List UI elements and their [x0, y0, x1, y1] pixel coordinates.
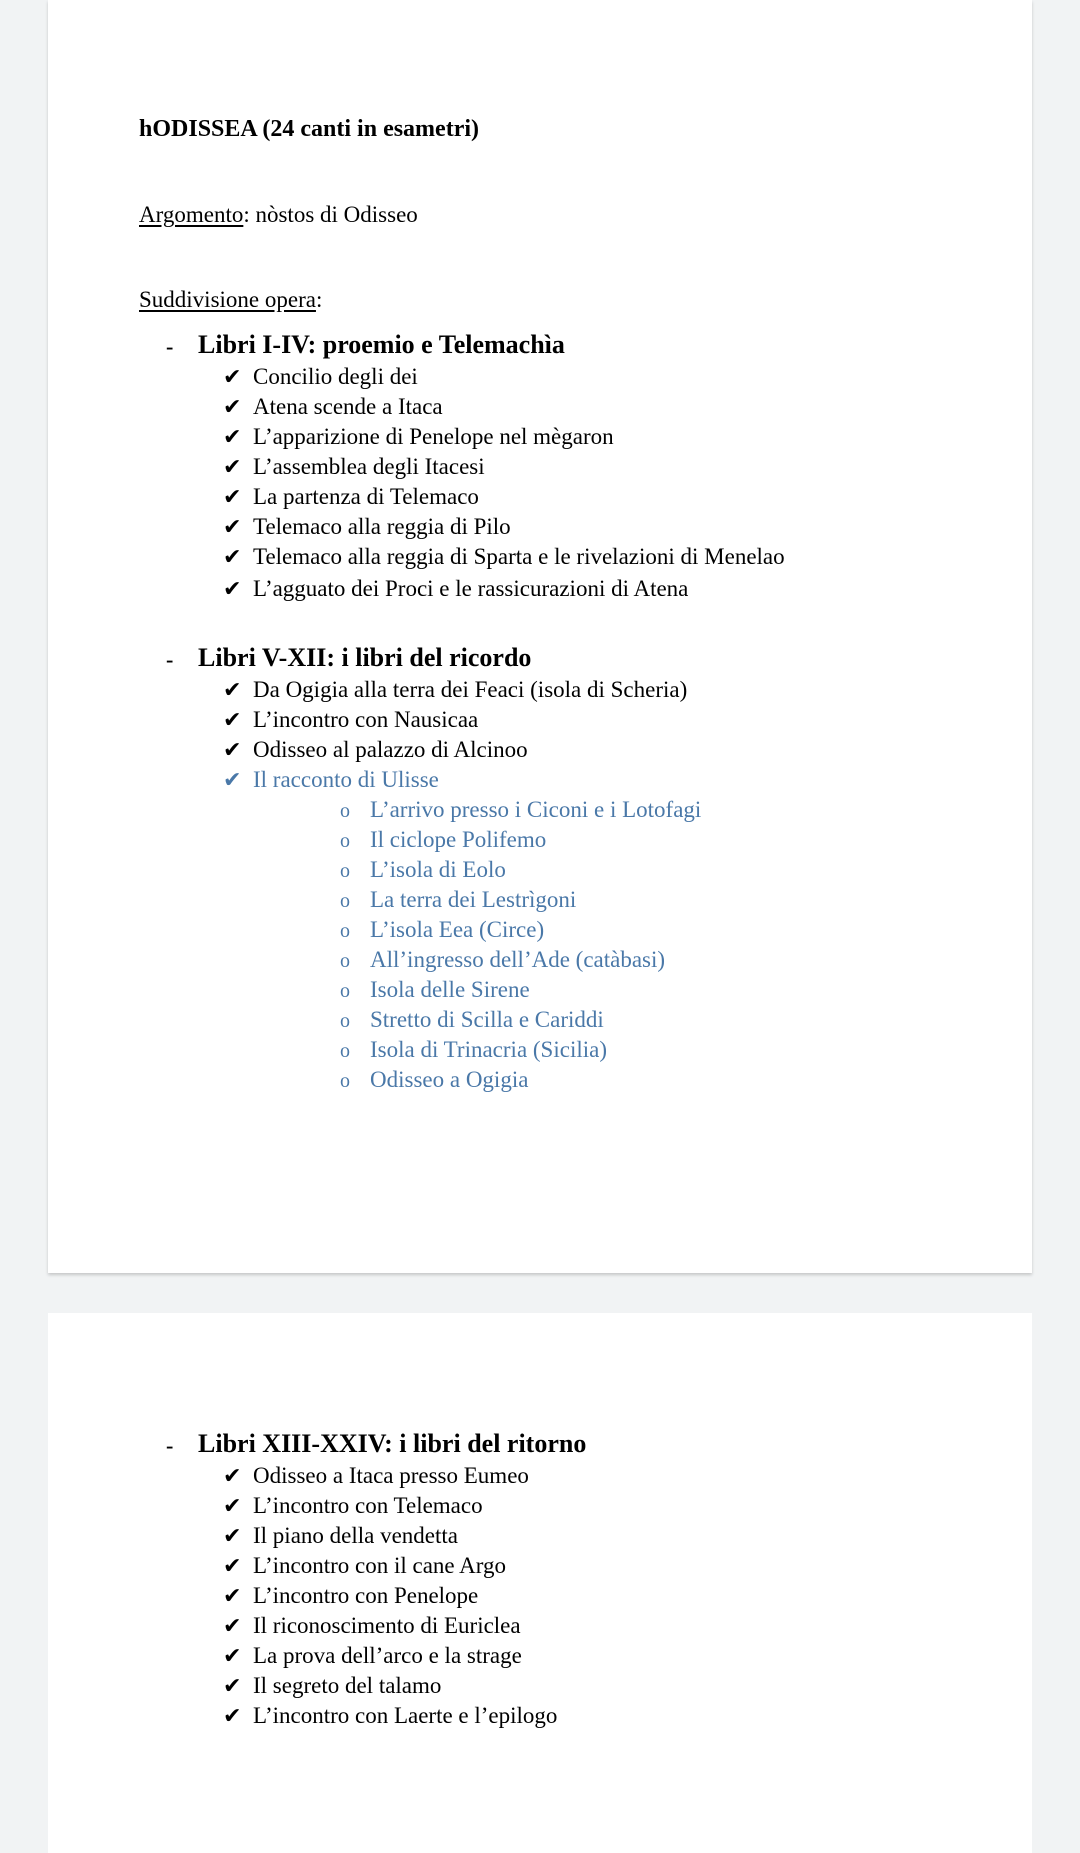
circle-bullet-icon: o: [340, 890, 350, 912]
check-icon: ✔: [223, 1584, 242, 1609]
circle-bullet-icon: o: [340, 830, 350, 852]
list-item: ✔ Atena scende a Itaca: [223, 394, 443, 420]
check-icon: ✔: [223, 577, 242, 602]
list-item: ✔ Da Ogigia alla terra dei Feaci (isola di Scheria): [223, 677, 688, 703]
check-icon: ✔: [223, 365, 242, 390]
sub-list-item: o La terra dei Lestrìgoni: [340, 887, 577, 912]
check-icon: ✔: [223, 1524, 242, 1549]
sub-list-item: o Isola delle Sirene: [340, 977, 530, 1002]
circle-bullet-icon: o: [340, 1010, 350, 1032]
sub-list-item: o Il ciclope Polifemo: [340, 827, 547, 852]
check-icon: ✔: [223, 455, 242, 480]
section-dash: -: [166, 334, 174, 359]
circle-bullet-icon: o: [340, 950, 350, 972]
list-item: ✔ L’incontro con Laerte e l’epilogo: [223, 1703, 558, 1729]
section-dash: -: [166, 647, 174, 672]
circle-bullet-icon: o: [340, 1070, 350, 1092]
check-icon: ✔: [223, 1614, 242, 1639]
section-heading: [48, 330, 948, 360]
circle-bullet-icon: o: [340, 1040, 350, 1062]
sub-list-item: o L’isola di Eolo: [340, 857, 506, 882]
list-item: ✔ L’incontro con Penelope: [223, 1583, 479, 1609]
list-item: ✔ L’assemblea degli Itacesi: [223, 454, 485, 480]
list-item: ✔ L’incontro con il cane Argo: [223, 1553, 506, 1579]
list-item: ✔ L’incontro con Telemaco: [223, 1493, 483, 1519]
sub-list-item: o Odisseo a Ogigia: [340, 1067, 529, 1092]
list-item: ✔ Telemaco alla reggia di Pilo: [223, 514, 511, 540]
check-icon: ✔: [223, 1554, 242, 1579]
section-title: Libri V-XII: i libri del ricordo: [198, 643, 532, 672]
check-icon: ✔: [223, 395, 242, 420]
check-icon: ✔: [223, 1494, 242, 1519]
section-title: Libri I-IV: proemio e Telemachìa: [198, 330, 565, 359]
check-icon: ✔: [223, 768, 242, 793]
circle-bullet-icon: o: [340, 800, 350, 822]
check-icon: ✔: [223, 708, 242, 733]
section-heading: [48, 1429, 948, 1459]
section-dash: -: [166, 1433, 174, 1458]
document-title: hODISSEA (24 canti in esametri): [139, 116, 480, 142]
suddivisione-colon: :: [315, 287, 323, 312]
suddivisione-label: Suddivisione opera: [139, 287, 316, 312]
sub-list-item: o Stretto di Scilla e Cariddi: [340, 1007, 604, 1032]
list-item: ✔ L’apparizione di Penelope nel mègaron: [223, 424, 614, 450]
argomento-label: Argomento: [139, 202, 244, 227]
check-icon: ✔: [223, 678, 242, 703]
sub-list-item: o L’isola Eea (Circe): [340, 917, 545, 942]
list-item: ✔ Il piano della vendetta: [223, 1523, 459, 1549]
list-item: ✔ Odisseo al palazzo di Alcinoo: [223, 737, 528, 763]
check-icon: ✔: [223, 515, 242, 540]
list-item: ✔ Il riconoscimento di Euriclea: [223, 1613, 521, 1639]
list-item: ✔ Telemaco alla reggia di Sparta e le rivelazioni di Menelao: [223, 544, 785, 570]
list-item: ✔ Il racconto di Ulisse: [223, 767, 439, 793]
list-item: ✔ L’incontro con Nausicaa: [223, 707, 479, 733]
check-icon: ✔: [223, 1704, 242, 1729]
check-icon: ✔: [223, 545, 242, 570]
section-title: Libri XIII-XXIV: i libri del ritorno: [198, 1429, 587, 1458]
argomento-value: : nòstos di Odisseo: [243, 202, 418, 227]
list-item: ✔ La prova dell’arco e la strage: [223, 1643, 522, 1669]
check-icon: ✔: [223, 738, 242, 763]
document-page-2: [48, 1313, 1032, 1853]
check-icon: ✔: [223, 1464, 242, 1489]
argomento-line: [139, 202, 418, 228]
circle-bullet-icon: o: [340, 980, 350, 1002]
check-icon: ✔: [223, 1674, 242, 1699]
circle-bullet-icon: o: [340, 920, 350, 942]
sub-list-item: o All’ingresso dell’Ade (catàbasi): [340, 947, 666, 972]
list-item: ✔ Concilio degli dei: [223, 364, 418, 390]
suddivisione-line: [139, 287, 322, 313]
check-icon: ✔: [223, 425, 242, 450]
check-icon: ✔: [223, 1644, 242, 1669]
list-item: ✔ La partenza di Telemaco: [223, 484, 479, 510]
section-heading: [48, 643, 948, 673]
sub-list-item: o Isola di Trinacria (Sicilia): [340, 1037, 607, 1062]
list-item: ✔ L’agguato dei Proci e le rassicurazioni di Atena: [223, 576, 689, 602]
sub-list-item: o L’arrivo presso i Ciconi e i Lotofagi: [340, 797, 702, 822]
check-icon: ✔: [223, 485, 242, 510]
list-item: ✔ Il segreto del talamo: [223, 1673, 442, 1699]
document-page-1: [48, 0, 1032, 1273]
circle-bullet-icon: o: [340, 860, 350, 882]
list-item: ✔ Odisseo a Itaca presso Eumeo: [223, 1463, 529, 1489]
